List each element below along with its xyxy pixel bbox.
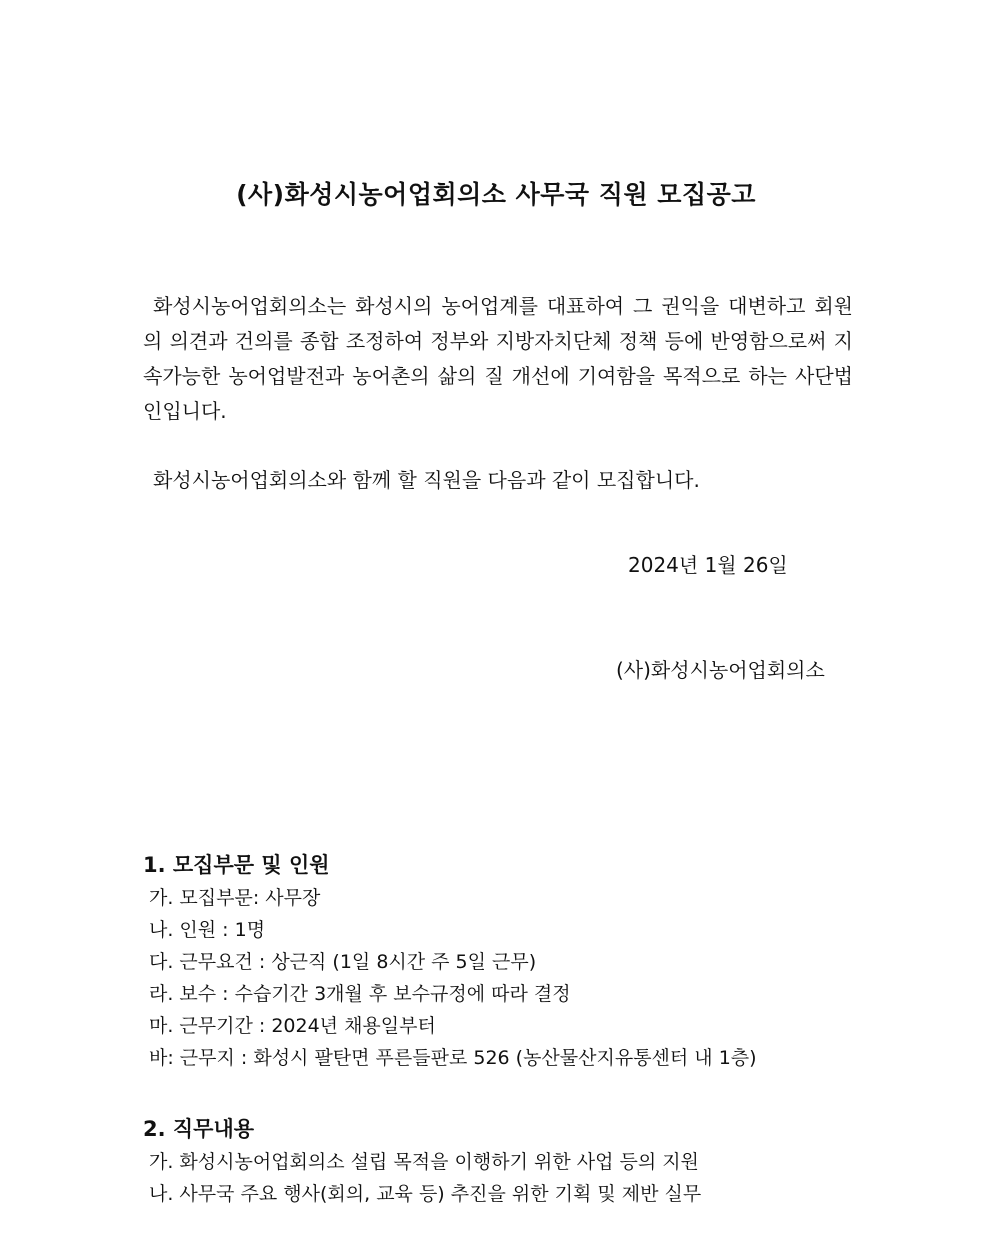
list-item: 나. 사무국 주요 행사(회의, 교육 등) 추진을 위한 기획 및 제반 실무 xyxy=(149,1183,702,1205)
announcement-date: 2024년 1월 26일 xyxy=(628,553,788,577)
list-item: 라. 보수 : 수습기간 3개월 후 보수규정에 따라 결정 xyxy=(149,983,571,1005)
list-item: 마. 근무기간 : 2024년 채용일부터 xyxy=(149,1015,436,1037)
section-item-list xyxy=(143,882,863,1074)
list-item: 바: 근무지 : 화성시 팔탄면 푸른들판로 526 (농산물산지유통센터 내 1층) xyxy=(149,1047,757,1069)
list-item: 가. 모집부문: 사무장 xyxy=(149,887,321,909)
intro-paragraph-recruit: 화성시농어업회의소와 함께 할 직원을 다음과 같이 모집합니다. xyxy=(153,468,700,492)
section-heading: 2. 직무내용 xyxy=(143,1117,255,1141)
section-item-list xyxy=(143,1146,863,1210)
section-heading: 1. 모집부문 및 인원 xyxy=(143,853,330,877)
section-recruitment xyxy=(143,848,863,1074)
page-title: (사)화성시농어업회의소 사무국 직원 모집공고 xyxy=(236,179,756,209)
list-item: 가. 화성시농어업회의소 설립 목적을 이행하기 위한 사업 등의 지원 xyxy=(149,1151,699,1173)
list-item: 나. 인원 : 1명 xyxy=(149,919,266,941)
organization-name: (사)화성시농어업회의소 xyxy=(616,658,825,682)
section-duties xyxy=(143,1112,863,1210)
intro-paragraph: 화성시농어업회의소는 화성시의 농어업계를 대표하여 그 권익을 대변하고 회원의 의견과 건의를 종합 조정하여 정부와 지방자치단체 정책 등에 반영함으로써 지속가능한 농어업발전과 농어촌의 삶의 질 개선에 기여함을 목적으로 하는 사단법인입니다. xyxy=(143,294,853,423)
list-item: 다. 근무요건 : 상근직 (1일 8시간 주 5일 근무) xyxy=(149,951,537,973)
